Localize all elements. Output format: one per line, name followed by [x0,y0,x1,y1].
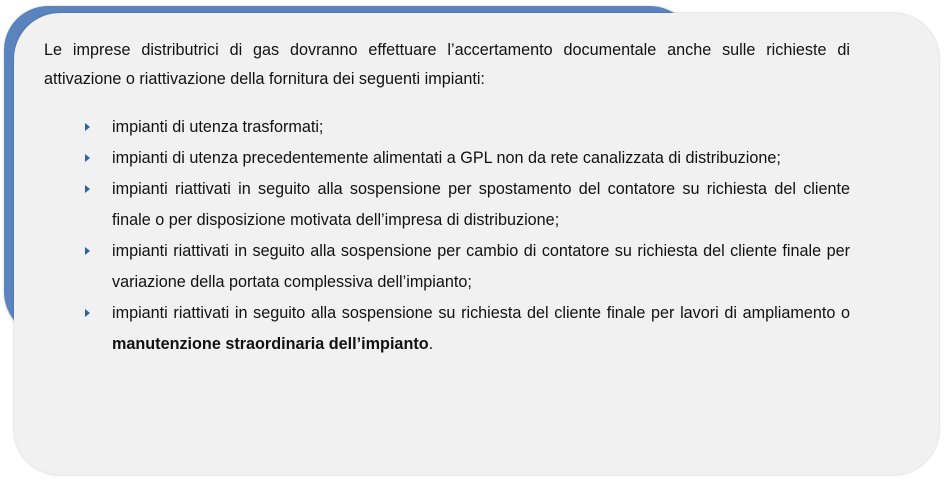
list-item-bold-text: manutenzione straordinaria dell’impianto [112,335,429,353]
list-item-text: impianti di utenza precedentemente alimentati a GPL non da rete canalizzata di distribuzione; [112,149,781,167]
list-item [44,236,850,298]
list-item-text: impianti riattivati in seguito alla sospensione per spostamento del contatore su richiesta del cliente finale o per disposizione motivata dell’impresa di distribuzione; [112,180,850,229]
bullet-arrow-icon [85,247,90,255]
list-item-tail: . [428,335,434,353]
bullet-arrow-icon [85,154,90,162]
list-item-text: impianti di utenza trasformati; [112,118,324,136]
list-item [44,174,850,236]
bullet-arrow-icon [85,309,90,317]
bullet-arrow-icon [85,185,90,193]
list-item [44,298,850,360]
list-item-text: impianti riattivati in seguito alla sospensione per cambio di contatore su richiesta del cliente finale per variazione della portata complessiva dell’impianto; [112,242,850,291]
intro-paragraph: Le imprese distributrici di gas dovranno effettuare l’accertamento documentale anche sulle richieste di attivazione o riattivazione della fornitura dei seguenti impianti: [44,41,850,88]
bullet-list [44,112,850,360]
list-item-text: impianti riattivati in seguito alla sospensione su richiesta del cliente finale per lavori di ampliamento o [112,304,850,322]
list-item [44,143,850,174]
callout-content [44,36,850,360]
list-item [44,112,850,143]
bullet-arrow-icon [85,123,90,131]
